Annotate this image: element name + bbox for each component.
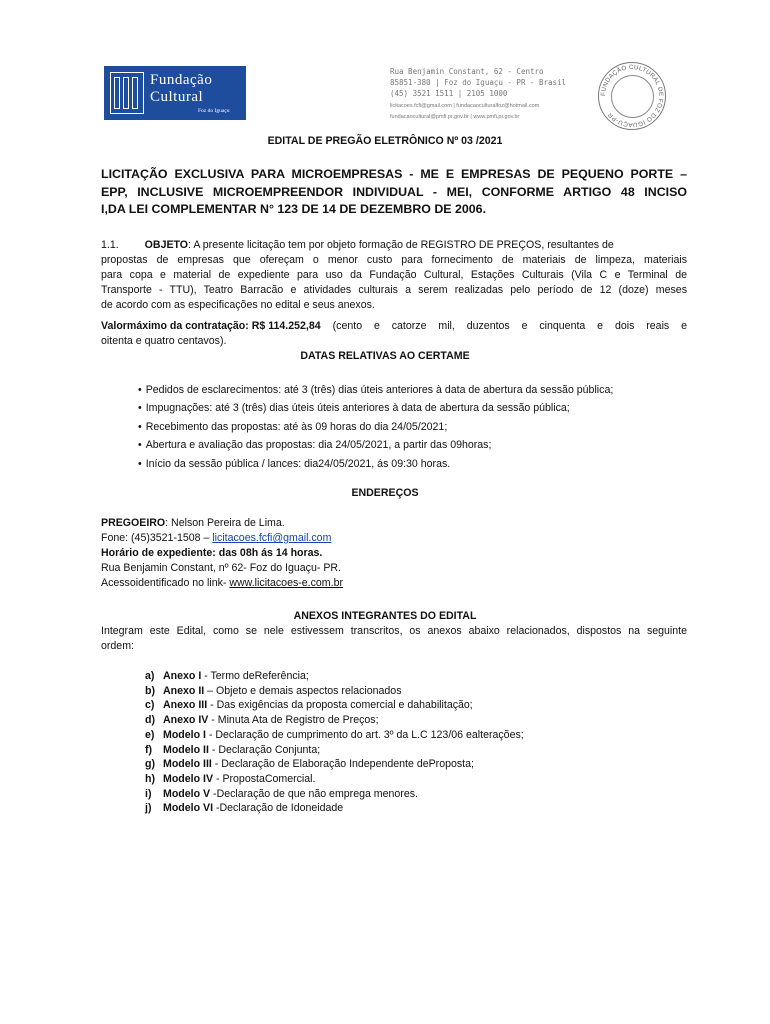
objeto-line: para copa e material de expediente para uso da Fundação Cultural, Estações Culturais (Vila C e Terminal de: [101, 269, 687, 281]
fone-text: Fone: (45)3521-1508 –: [101, 532, 213, 544]
anexo-name: Modelo IV: [163, 772, 214, 785]
objeto-paragraph: [101, 238, 687, 313]
email-line: licitacoes.fcfi@gmail.com | fundacaoculturalfoz@hotmail.com: [390, 103, 540, 109]
anexo-desc: - Das exigências da proposta comercial e dahabilitação;: [207, 699, 473, 712]
cep-line: 85851-380 | Foz do Iguaçu - PR - Brasil: [390, 78, 567, 87]
anexo-desc: – Objeto e demais aspectos relacionados: [204, 684, 402, 697]
objeto-label: OBJETO: [144, 239, 189, 251]
anexo-name: Modelo VI: [163, 802, 214, 815]
heading-line: EPP, INCLUSIVE MICROEMPREENDOR INDIVIDUAL - MEI, CONFORME ARTIGO 48 INCISO: [101, 184, 687, 199]
list-letter: e): [145, 728, 155, 741]
anexo-name: Modelo II: [163, 743, 209, 756]
valor-text: (cento e catorze mil, duzentos e cinquenta e dois reais e: [332, 320, 687, 332]
acesso-line: [101, 576, 343, 591]
pregoeiro-value: : Nelson Pereira de Lima.: [165, 517, 285, 529]
data-item: • Início da sessão pública / lances: dia24/05/2021, ás 09:30 horas.: [138, 457, 450, 472]
anexo-desc: - Declaração de Elaboração Independente deProposta;: [211, 758, 474, 771]
main-heading: [101, 166, 687, 219]
edital-title: EDITAL DE PREGÃO ELETRÔNICO Nº 03 /2021: [267, 135, 503, 147]
anexo-desc: - Declaração de cumprimento do art. 3º da L.C 123/06 ealterações;: [205, 728, 524, 741]
logo-line3: Foz do Iguaçu: [198, 108, 230, 114]
anexos-intro-line: Integram este Edital, como se nele estivessem transcritos, os anexos abaixo relacionados, dispostos na seguinte: [101, 625, 687, 637]
svg-text:FUNDAÇÃO CULTURAL DE FOZ DO IG: FUNDAÇÃO CULTURAL DE FOZ DO IGUAÇU-PR: [599, 63, 665, 129]
objeto-line: Transporte - TTU), Teatro Barracão e atividades culturais a serem realizadas pelo período de 12 (doze) meses: [101, 284, 687, 296]
anexo-desc: - PropostaComercial.: [213, 772, 316, 785]
list-letter: i): [145, 787, 152, 800]
valor-text-cont: oitenta e quatro centavos).: [101, 335, 227, 347]
anexo-name: Modelo V: [163, 787, 211, 800]
anexo-name: Anexo I: [163, 670, 202, 682]
valor-line: [101, 319, 687, 334]
address-line: Rua Benjamin Constant, 62 - Centro: [390, 67, 544, 76]
list-letter: c): [145, 699, 155, 712]
objeto-number: 1.1.: [101, 239, 119, 251]
anexo-desc: -Declaração de que não emprega menores.: [210, 787, 418, 800]
list-letter: a): [145, 670, 155, 682]
anexo-name: Modelo III: [163, 758, 212, 771]
list-letter: f): [145, 743, 153, 756]
list-letter: j): [145, 802, 152, 815]
anexo-name: Anexo III: [163, 699, 208, 712]
anexo-name: Anexo II: [163, 684, 205, 697]
logo-emblem-icon: [110, 72, 144, 114]
anexo-desc: -Declaração de Idoneidade: [213, 802, 344, 815]
valor-label: Valormáximo da contratação: [101, 320, 246, 332]
list-letter: h): [145, 772, 155, 785]
anexos-title: ANEXOS INTEGRANTES DO EDITAL: [293, 610, 477, 622]
data-item: • Recebimento das propostas: até às 09 horas do dia 24/05/2021;: [138, 420, 447, 435]
website-line: fundacaocultural@pmfi.pr.gov.br | www.pmfi.pr.gov.br: [390, 114, 520, 120]
anexos-intro: [101, 624, 687, 654]
seal-text-ring: [595, 59, 669, 133]
data-item: • Impugnações: até 3 (três) dias úteis úteis anteriores à data de abertura da sessão pública;: [138, 401, 570, 416]
heading-line: I,DA LEI COMPLEMENTAR N° 123 DE 14 DE DEZEMBRO DE 2006.: [101, 202, 487, 216]
anexo-desc: - Minuta Ata de Registro de Preços;: [208, 714, 379, 727]
enderecos-title: ENDEREÇOS: [351, 487, 419, 499]
endereco-line: Rua Benjamin Constant, nº 62- Foz do Iguaçu- PR.: [101, 562, 341, 574]
acesso-text: Acessoidentificado no link-: [101, 577, 230, 589]
pregoeiro-line: [101, 516, 285, 531]
email-link[interactable]: licitacoes.fcfi@gmail.com: [212, 532, 332, 544]
data-item: • Pedidos de esclarecimentos: até 3 (três) dias úteis anteriores à data de abertura da sessão pública;: [138, 383, 613, 398]
list-letter: g): [145, 758, 155, 771]
valor-amount: : R$ 114.252,84: [245, 320, 321, 332]
fone-line: [101, 531, 331, 546]
objeto-line: propostas de empresas que ofereçam o menor custo para fornecimento de materiais de limpeza, materiais: [101, 254, 687, 266]
list-letter: d): [145, 714, 155, 727]
anexo-name: Modelo I: [163, 728, 206, 741]
data-item: • Abertura e avaliação das propostas: dia 24/05/2021, a partir das 09horas;: [138, 438, 491, 453]
datas-title: DATAS RELATIVAS AO CERTAME: [300, 350, 470, 362]
anexos-intro-line: ordem:: [101, 640, 134, 652]
heading-line: LICITAÇÃO EXCLUSIVA PARA MICROEMPRESAS - ME E EMPRESAS DE PEQUENO PORTE –: [101, 167, 687, 181]
licitacoes-link[interactable]: www.licitacoes-e.com.br: [229, 577, 343, 589]
logo-line1: Fundação: [150, 72, 213, 88]
fundacao-cultural-logo: [104, 66, 246, 120]
anexos-list: [0, 669, 770, 829]
anexo-desc: - Termo deReferência;: [201, 670, 309, 682]
phone-line: (45) 3521 1511 | 2105 1000: [390, 89, 508, 98]
list-letter: b): [145, 684, 155, 697]
horario-line: Horário de expediente: das 08h ás 14 horas.: [101, 547, 323, 559]
anexo-desc: - Declaração Conjunta;: [208, 743, 321, 756]
objeto-first-line: : A presente licitação tem por objeto formação de REGISTRO DE PREÇOS, resultantes de: [188, 239, 614, 251]
anexo-name: Anexo IV: [163, 714, 209, 727]
logo-line2: Cultural: [150, 89, 204, 105]
pregoeiro-label: PREGOEIRO: [101, 517, 166, 529]
objeto-line: de acordo com as especificações no edital e seus anexos.: [101, 299, 375, 311]
